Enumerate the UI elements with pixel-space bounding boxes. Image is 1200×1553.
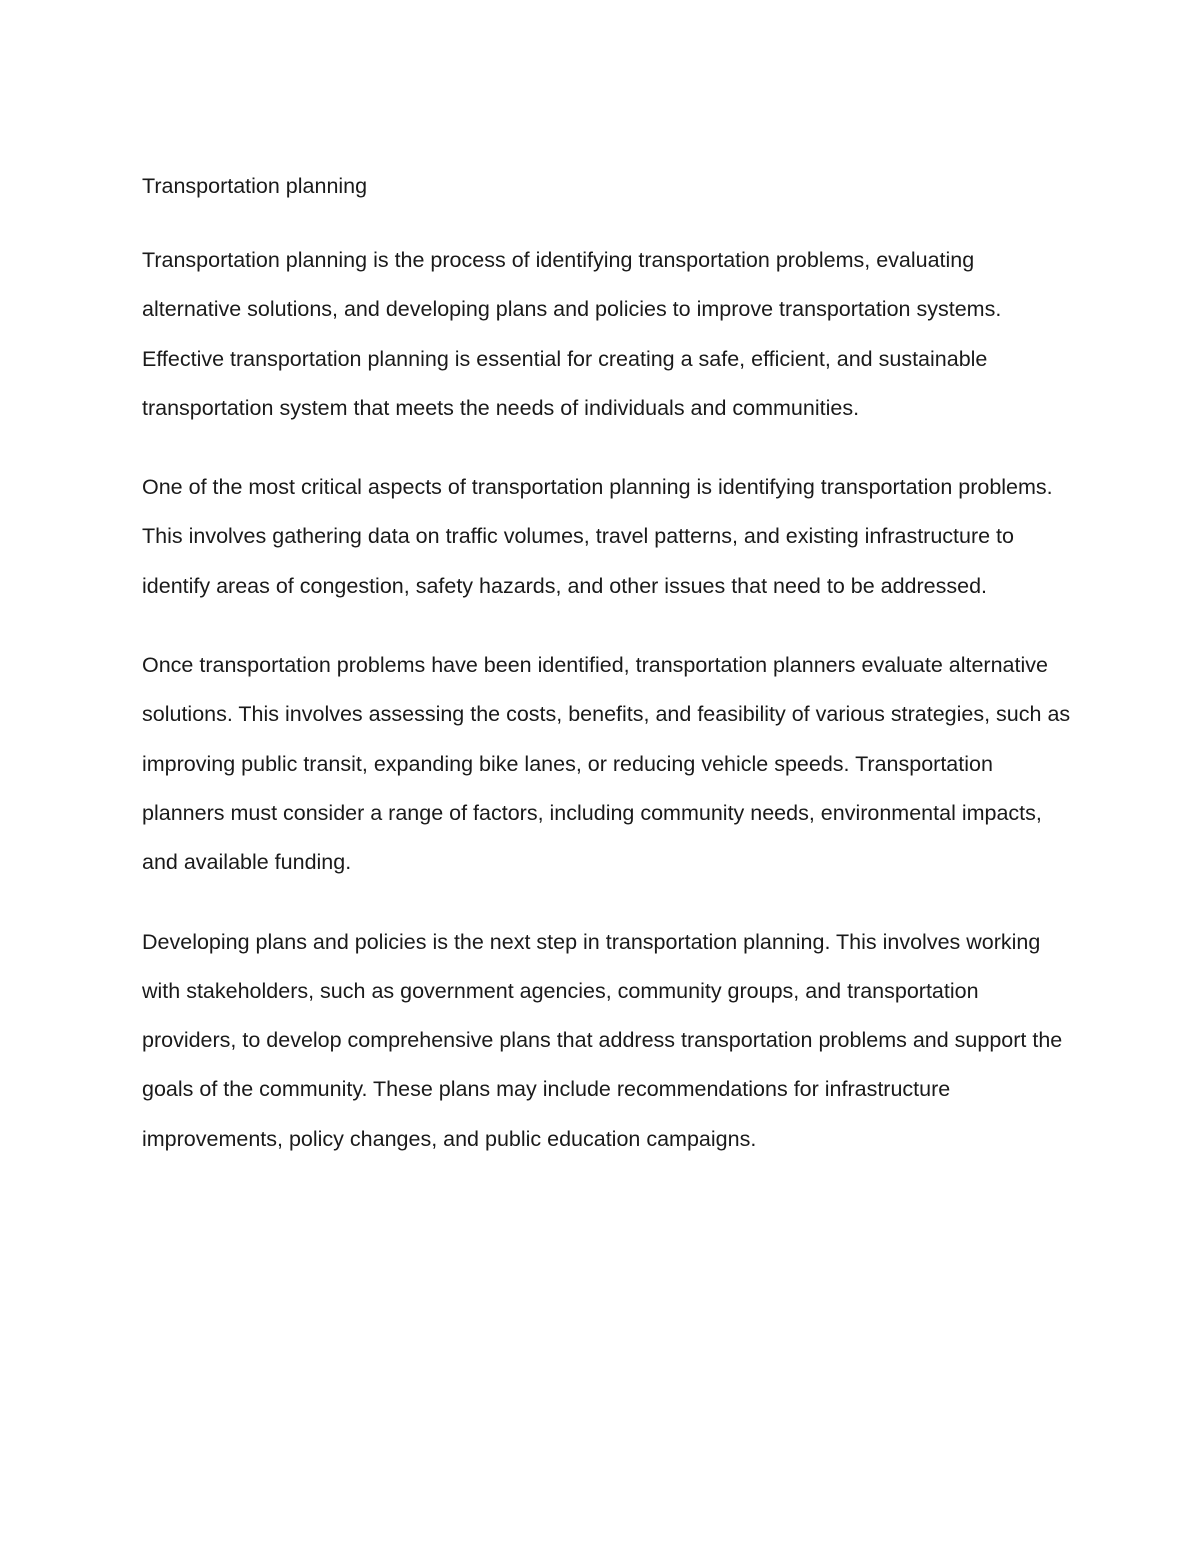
paragraph-3: Once transportation problems have been identified, transportation planners evaluate alternative solutions. This involves assessing the costs, benefits, and feasibility of various strategies, such as improving public transit, expanding bike lanes, or reducing vehicle speeds. Transportation planners must consider a range of factors, including community needs, environmental impacts, and available funding.: [142, 653, 1071, 875]
document-body: [142, 170, 1072, 1164]
paragraph-1: Transportation planning is the process of identifying transportation problems, evaluating alternative solutions, and developing plans and policies to improve transportation systems. Effective transportation planning is essential for creating a safe, efficient, and sustainable transportation system that meets the needs of individuals and communities.: [142, 248, 1002, 420]
paragraph-4: Developing plans and policies is the next step in transportation planning. This involves working with stakeholders, such as government agencies, community groups, and transportation providers, to develop comprehensive plans that address transportation problems and support the goals of the community. These plans may include recommendations for infrastructure improvements, policy changes, and public education campaigns.: [142, 929, 1063, 1151]
paragraph-2: One of the most critical aspects of transportation planning is identifying transportation problems. This involves gathering data on traffic volumes, travel patterns, and existing infrastructure to identify areas of congestion, safety hazards, and other issues that need to be addressed.: [142, 475, 1053, 598]
document-title: Transportation planning: [142, 174, 368, 198]
